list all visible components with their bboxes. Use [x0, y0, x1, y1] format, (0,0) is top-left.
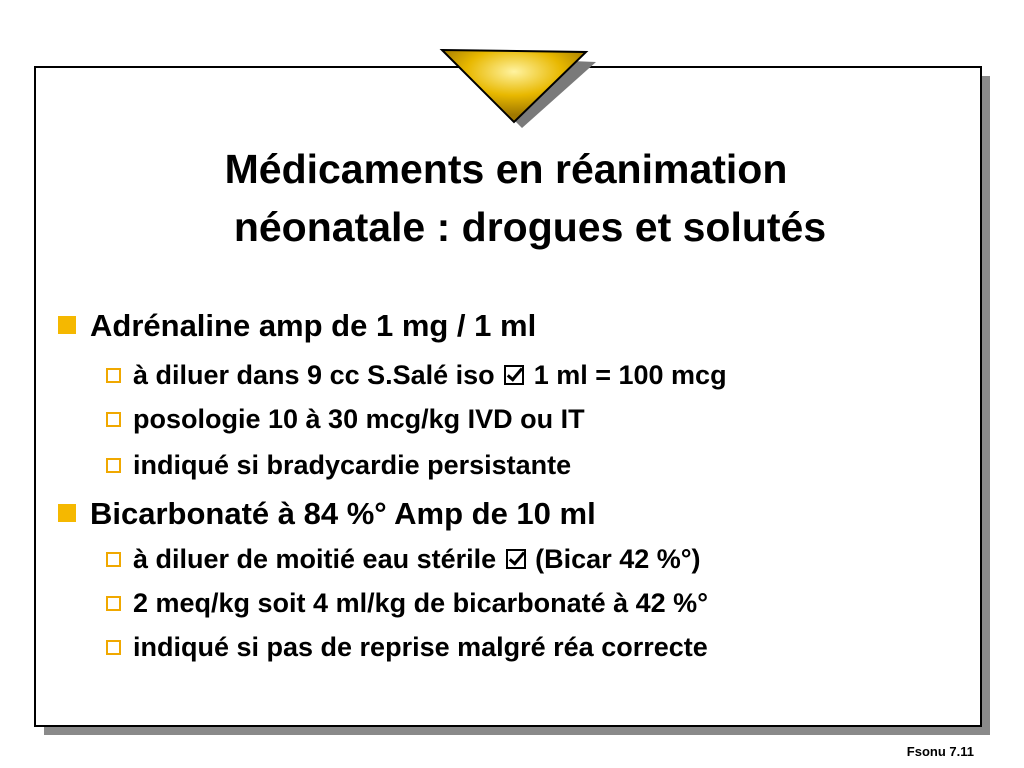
sub-item-text: indiqué si pas de reprise malgré réa correcte	[133, 632, 708, 662]
bullet-label: Adrénaline amp de 1 mg / 1 ml	[90, 308, 537, 343]
hollow-square-icon	[106, 596, 121, 611]
checkbox-checked-icon	[506, 549, 526, 569]
title-line-2: néonatale : drogues et solutés	[233, 204, 827, 250]
sub-item-indication	[106, 450, 571, 481]
hollow-square-icon	[106, 640, 121, 655]
sub-item-text: à diluer de moitié eau stérile	[133, 544, 497, 574]
checkbox-checked-icon	[504, 365, 524, 385]
sub-item-text: (Bicar 42 %°)	[535, 544, 701, 574]
sub-item-text: 1 ml = 100 mcg	[533, 360, 727, 390]
sub-item-text: posologie 10 à 30 mcg/kg IVD ou IT	[133, 404, 585, 434]
hollow-square-icon	[106, 458, 121, 473]
hollow-square-icon	[106, 412, 121, 427]
sub-item-dose	[106, 588, 708, 619]
filled-square-icon	[58, 316, 76, 334]
footer-reference: Fsonu 7.11	[906, 744, 974, 759]
hollow-square-icon	[106, 368, 121, 383]
filled-square-icon	[58, 504, 76, 522]
hollow-square-icon	[106, 552, 121, 567]
sub-item-dilution	[106, 360, 727, 391]
sub-item-indication	[106, 632, 708, 663]
sub-item-dilution	[106, 544, 701, 575]
bullet-label: Bicarbonaté à 84 %° Amp de 10 ml	[90, 496, 596, 531]
title-line-1: Médicaments en réanimation	[224, 146, 788, 192]
bullet-item-adrenaline	[58, 308, 536, 344]
triangle-icon	[438, 46, 598, 128]
sub-item-posologie	[106, 404, 585, 435]
sub-item-text: indiqué si bradycardie persistante	[133, 450, 572, 480]
bullet-item-bicarbonate	[58, 496, 596, 532]
sub-item-text: 2 meq/kg soit 4 ml/kg de bicarbonaté à 42 %°	[133, 588, 708, 618]
sub-item-text: à diluer dans 9 cc S.Salé iso	[133, 360, 495, 390]
slide-title	[34, 140, 978, 256]
